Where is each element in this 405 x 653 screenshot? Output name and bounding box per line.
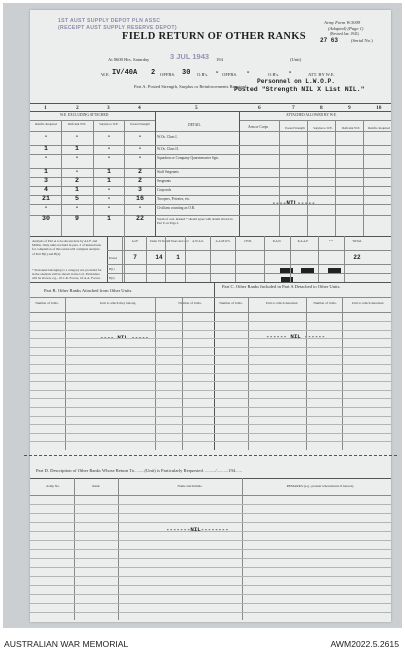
row-2-col-3: -	[107, 145, 111, 152]
analysis-header-7: R.A.N.	[272, 239, 282, 243]
column-number-1: 1	[44, 105, 47, 111]
archive-footer	[0, 637, 405, 653]
analysis-value-10: 22	[353, 254, 361, 261]
column-number-2: 2	[76, 105, 79, 111]
part-d-header-4: REMARKS (e.g., present whereabouts if known)	[286, 484, 354, 488]
analysis-header-9: * *	[329, 239, 333, 243]
row-6-col-4: 3	[138, 186, 142, 193]
ors-label: O.R's.	[197, 72, 209, 77]
row-5-col-3: 1	[107, 177, 111, 184]
att-we-label: ATT. BY W.E.	[308, 72, 335, 77]
offrs-label-2: OFFRS.	[222, 72, 238, 77]
row-9-col-2: 9	[75, 215, 79, 222]
row-detail-9: Totals of cols. marked * should agree with details shown in Part E on Page 2.	[157, 217, 233, 225]
analysis-row-label-1: Posted	[109, 256, 118, 260]
part-c-header-4: Unit to which detached.	[351, 301, 385, 305]
row-5-col-2: 2	[75, 177, 79, 184]
row-9-col-1: 30	[42, 215, 50, 222]
form-page: 1ST AUST SUPPLY DEPOT PLN ASSC (RECEIPT AUST SUPPLY RESERVE DEPOT) Army Form W.3009 (Adapted) (Page 1) (Revised Jan. 1943) 27 63 (Serial No.) FIELD RETURN OF OTHER RANKS At 0600 Hrs. Saturday 3 JUL 1943 194 (Unit) W.E. IV/40A 2 OFFRS. 30 O.R's. - OFFRS. - O.R's. - ATT. BY W.E. Personnel on L.W.O.P. Part A. Posted Strength, Surplus or Reinforcements Required. Posted "Strength NIL X List NIL." W.E. EXCLUDING ATTACHED ATTACHED ALLOWED BY W.E. DETAIL Arm or Corps ----NIL----- Analysis of Part A to be shown here by A.I.F. and Militia. Only units not held in para. 2 of instructions for completion of this return will complete analysis of Part B(1) and B(2). * Personnel belonging to a category not provided for in the analysis will be shown in the Col. Particulars will be shown, e.g., 10 C.R. Forces, 10 A.A. Forces. Part B. Other Ranks Attached from Other Units. Part C. Other Ranks Included in Part A Detached to Other Units. ---- NIL ----- ------ NIL ------ Part D. Description of Other Ranks Whose Return To.........(Unit) is Particularly Requested. ........./..........194...... -------NIL-------- 1 2 3 4 5 6 7 8 9 10 Reinfts. Required Deficient W.E. Surplus to W.E. Posted Strength Posted Strength Surplus to W.E. Deficient W.E. Reinfts. Required W.Os. Class I. - - - - W.Os. Class II. 1 1 - - Squadron or Company Quartermaster Sgts. - - - - Staff Sergeants 1 - 1 2 Sergeants 3 2 1 2 Corporals 4 1 - 3 Troopers, Privates, etc. 21 5 - 16 Civilians counting as O.R. - - - - Totals of cols. marked * should agree with details shown in Part E on Page 2. 30 9 1 22 A.I.F. 7 Under 19 Years 14 19 Years and over 1 A.W.A.S. A.A.M.W.S. CIVIL R.A.N. R.A.A.F. * * TOTAL 22 Posted B(1) B(2) Number of O.Rs. Unit to which they belong. Number of O.Rs. Number of O.Rs. Unit to which detached. Number of O.Rs. Unit to which detached. Army No. Rank Name and Initials. REMARKS (e.g., present whereabouts if known)	[30, 10, 391, 622]
serial-number: 27 63	[320, 37, 339, 44]
analysis-text: Analysis of Part A to be shown here by A.I.F. and Militia. Only units not held in para. 2 of instructions for completion of this return will complete analysis of Part B(1) and B(2).	[32, 239, 101, 256]
footer-source: AUSTRALIAN WAR MEMORIAL	[4, 639, 129, 649]
sub-header-8: Reinfts. Required	[368, 126, 390, 130]
posted-strength-note: Posted "Strength NIL X List NIL."	[234, 86, 365, 93]
analysis-header-1: A.I.F.	[131, 239, 139, 243]
column-number-6: 6	[258, 105, 261, 111]
column-number-7: 7	[292, 105, 295, 111]
row-1-col-1: -	[44, 133, 48, 140]
analysis-row-label-2: B(1)	[109, 267, 115, 271]
row-detail-4: Staff Sergeants	[157, 170, 179, 174]
row-7-col-4: 16	[136, 195, 144, 202]
column-number-9: 9	[348, 105, 351, 111]
row-1-col-4: -	[138, 133, 142, 140]
row-3-col-3: -	[107, 154, 111, 161]
attached-header: ATTACHED ALLOWED BY W.E.	[286, 113, 337, 117]
footer-accession: AWM2022.5.2615	[330, 639, 399, 649]
row-4-col-4: 2	[138, 168, 142, 175]
row-5-col-4: 2	[138, 177, 142, 184]
row-5-col-1: 3	[44, 177, 48, 184]
sub-header-1: Reinfts. Required	[35, 122, 57, 126]
row-8-col-3: -	[107, 204, 111, 211]
arm-corps-header: Arm or Corps	[248, 125, 268, 129]
column-number-3: 3	[107, 105, 110, 111]
row-7-col-3: -	[107, 195, 111, 202]
we-label: W.E.	[101, 72, 111, 77]
column-number-5: 5	[195, 105, 198, 111]
ors-label-2: O.R's.	[268, 72, 280, 77]
document-backing	[3, 3, 402, 628]
unit-stamp-line1: 1ST AUST SUPPLY DEPOT PLN ASSC	[58, 18, 161, 24]
column-number-10: 10	[376, 105, 382, 111]
sub-header-4: Posted Strength	[130, 122, 150, 126]
detail-header: DETAIL	[188, 123, 201, 127]
unit-label: (Unit)	[290, 57, 302, 62]
analysis-header-5: A.A.M.W.S.	[215, 239, 231, 243]
sub-header-3: Surplus to W.E.	[99, 122, 119, 126]
row-detail-1: W.Os. Class I.	[157, 135, 178, 139]
row-6-col-3: -	[107, 186, 111, 193]
nil-attached: ----NIL-----	[272, 200, 316, 207]
date-stamp: 3 JUL 1943	[170, 52, 210, 61]
part-b-nil: ---- NIL -----	[100, 334, 149, 341]
sub-header-5: Posted Strength	[285, 126, 305, 130]
part-d-header-2: Rank	[92, 484, 100, 488]
analysis-header-6: CIVIL	[244, 239, 252, 243]
row-9-col-4: 22	[136, 215, 144, 222]
row-1-col-2: -	[75, 133, 79, 140]
part-c-header-1: Number of O.Rs.	[219, 301, 243, 305]
analysis-note: * Personnel belonging to a category not provided for in the analysis will be shown in the Col. Particulars will be shown, e.g., 10 C.R. Forces, 10 A.A. Forces.	[32, 268, 102, 281]
analysis-header-2: Under 19 Years	[149, 239, 169, 243]
sub-header-6: Surplus to W.E.	[313, 126, 333, 130]
row-7-col-2: 5	[75, 195, 79, 202]
offrs-value: 2	[151, 69, 156, 77]
part-c-header-3: Number of O.Rs.	[313, 301, 337, 305]
form-ref-line3: (Revised Jan. 1943)	[330, 32, 359, 36]
row-2-col-2: 1	[75, 145, 79, 152]
row-2-col-1: 1	[44, 145, 48, 152]
row-9-col-3: 1	[107, 215, 111, 222]
part-d-header-3: Name and Initials.	[177, 484, 203, 488]
part-c-title: Part C. Other Ranks Included in Part A Detached to Other Units.	[222, 284, 341, 289]
row-detail-3: Squadron or Company Quartermaster Sgts.	[157, 156, 219, 160]
at-hours-label: At 0600 Hrs. Saturday	[108, 57, 150, 62]
sub-header-2: Deficient W.E.	[67, 122, 87, 126]
we-excluding-header: W.E. EXCLUDING ATTACHED	[60, 113, 109, 117]
date-suffix: 194	[216, 57, 223, 62]
row-2-col-4: -	[138, 145, 142, 152]
unit-stamp-line2: (RECEIPT AUST SUPPLY RESERVE DEPOT)	[58, 25, 177, 31]
part-b-header-3: Number of O.Rs.	[178, 301, 202, 305]
row-8-col-4: -	[138, 204, 142, 211]
we-value: IV/40A	[112, 69, 138, 77]
form-ref-line1: Army Form W.3009	[324, 20, 361, 25]
row-detail-5: Sergeants	[157, 179, 171, 183]
part-a-title: Part A. Posted Strength, Surplus or Reinforcements Required.	[134, 84, 248, 89]
analysis-header-4: A.W.A.S.	[192, 239, 204, 243]
row-4-col-2: -	[75, 168, 79, 175]
analysis-header-10: TOTAL	[352, 239, 362, 243]
row-8-col-1: -	[44, 204, 48, 211]
row-detail-2: W.Os. Class II.	[157, 147, 179, 151]
row-detail-6: Corporals	[157, 188, 172, 192]
row-detail-8: Civilians counting as O.R.	[157, 206, 196, 210]
row-6-col-1: 4	[44, 186, 48, 193]
row-6-col-2: 1	[75, 186, 79, 193]
part-d-title: Part D. Description of Other Ranks Whose Return To.........(Unit) is Particularly Requested. ........./..........194......	[36, 468, 242, 473]
row-7-col-1: 21	[42, 195, 50, 202]
part-c-header-2: Unit to which detached.	[265, 301, 299, 305]
personnel-lwop: Personnel on L.W.O.P.	[257, 78, 335, 85]
analysis-header-3: 19 Years and over	[167, 239, 189, 243]
part-b-header-1: Number of O.Rs.	[35, 301, 59, 305]
analysis-value-2: 14	[155, 254, 163, 261]
part-b-header-2: Unit to which they belong.	[99, 301, 137, 305]
row-8-col-2: -	[75, 204, 79, 211]
analysis-header-8: R.A.A.F.	[297, 239, 309, 243]
part-d-header-1: Army No.	[46, 484, 60, 488]
analysis-row-label-3: B(2)	[109, 276, 115, 280]
part-b-title: Part B. Other Ranks Attached from Other Units.	[44, 288, 133, 293]
serial-label: (Serial No.)	[351, 38, 373, 43]
row-4-col-3: 1	[107, 168, 111, 175]
row-detail-7: Troopers, Privates, etc.	[157, 197, 191, 201]
sub-header-7: Deficient W.E.	[341, 126, 361, 130]
row-3-col-2: -	[75, 154, 79, 161]
column-number-8: 8	[320, 105, 323, 111]
part-d-nil: -------NIL--------	[166, 526, 229, 533]
row-4-col-1: 1	[44, 168, 48, 175]
part-c-nil: ------ NIL ------	[266, 333, 326, 340]
offrs-label: OFFRS.	[160, 72, 176, 77]
row-3-col-1: -	[44, 154, 48, 161]
form-title: FIELD RETURN OF OTHER RANKS	[122, 31, 306, 42]
row-3-col-4: -	[138, 154, 142, 161]
analysis-value-1: 7	[133, 254, 137, 261]
form-ref-line2: (Adapted) (Page 1)	[328, 26, 364, 31]
row-1-col-3: -	[107, 133, 111, 140]
analysis-value-3: 1	[176, 254, 180, 261]
column-number-4: 4	[138, 105, 141, 111]
ors-value: 30	[182, 69, 191, 77]
